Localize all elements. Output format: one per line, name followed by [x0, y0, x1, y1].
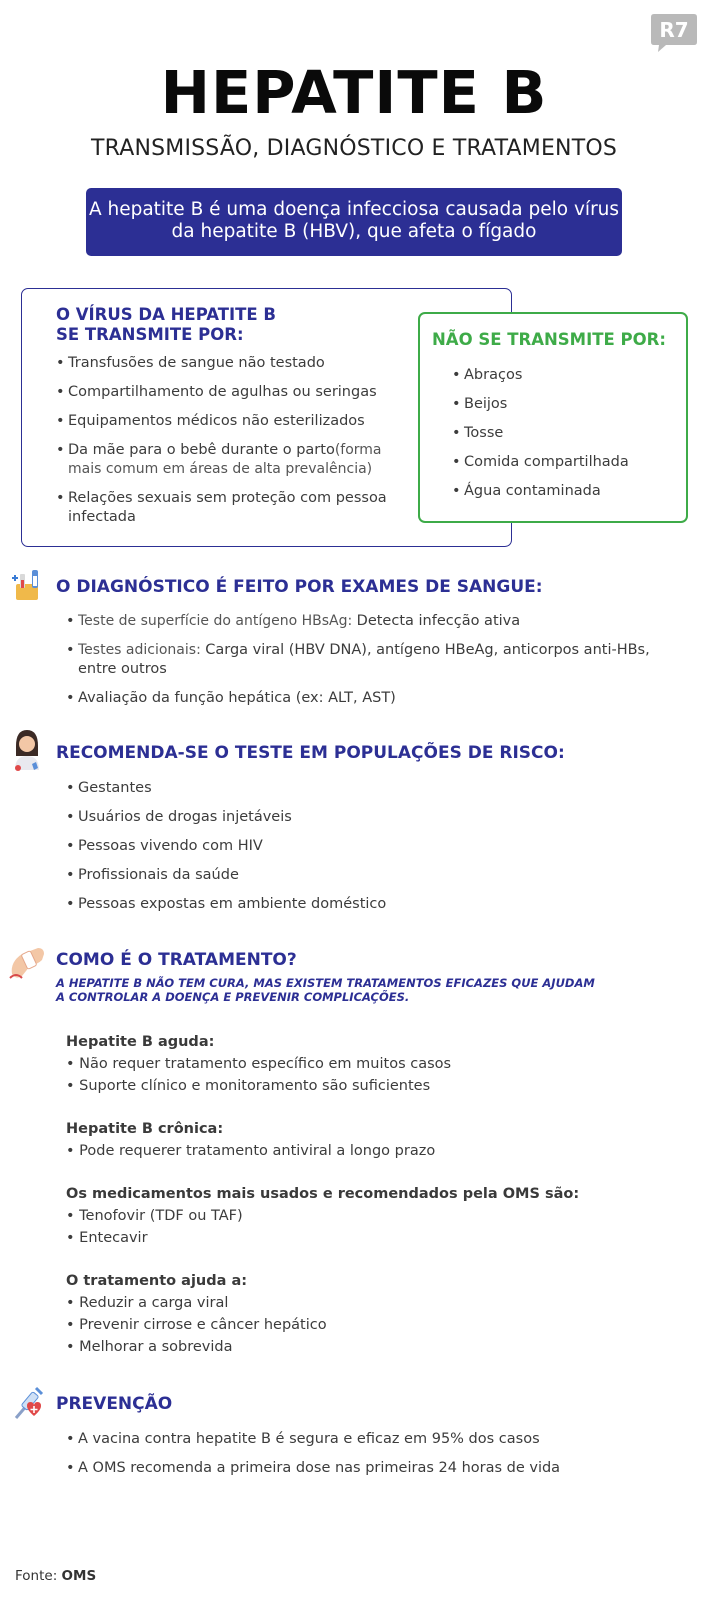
list-item: • Comida compartilhada [452, 453, 629, 472]
blood-test-icon [10, 568, 44, 606]
diagnosis-title: O DIAGNÓSTICO É FEITO POR EXAMES DE SANGUE: [56, 577, 543, 597]
transmission-title: O VÍRUS DA HEPATITE B SE TRANSMITE POR: [56, 305, 277, 344]
list-item: • Tenofovir (TDF ou TAF) [66, 1208, 243, 1224]
prevention-list [66, 1430, 560, 1478]
diagnosis-list [66, 612, 666, 708]
list-item: • Pessoas vivendo com HIV [66, 837, 386, 856]
meds-title: Os medicamentos mais usados e recomendados pela OMS são: [66, 1186, 580, 1202]
list-item: • Entecavir [66, 1230, 148, 1246]
list-item: • Gestantes [66, 779, 386, 798]
list-item: • A OMS recomenda a primeira dose nas primeiras 24 horas de vida [66, 1459, 560, 1478]
source-footer: Fonte: OMS [15, 1568, 97, 1584]
list-item: • A vacina contra hepatite B é segura e eficaz em 95% dos casos [66, 1430, 560, 1449]
no-transmission-box [418, 312, 688, 523]
no-transmission-list [452, 366, 629, 501]
list-item: • Profissionais da saúde [66, 866, 386, 885]
list-item: • Compartilhamento de agulhas ou seringas [56, 383, 406, 402]
no-transmission-title: NÃO SE TRANSMITE POR: [432, 330, 666, 349]
helps-title: O tratamento ajuda a: [66, 1273, 248, 1289]
list-item: • Usuários de drogas injetáveis [66, 808, 386, 827]
treatment-details [66, 1031, 579, 1358]
prevention-title: PREVENÇÃO [56, 1394, 173, 1414]
source-name: OMS [61, 1568, 97, 1584]
risk-title: RECOMENDA-SE O TESTE EM POPULAÇÕES DE RISCO: [56, 743, 565, 763]
bandaged-arm-icon [8, 944, 48, 982]
list-item: • Da mãe para o bebê durante o parto(forma mais comum em áreas de alta prevalência) [56, 441, 406, 479]
health-worker-icon [10, 726, 44, 774]
list-item: • Teste de superfície do antígeno HBsAg: Detecta infecção ativa [66, 612, 666, 631]
list-item: • Melhorar a sobrevida [66, 1339, 233, 1355]
list-item: • Pessoas expostas em ambiente doméstico [66, 895, 386, 914]
list-item: • Suporte clínico e monitoramento são suficientes [66, 1078, 431, 1094]
list-item: • Transfusões de sangue não testado [56, 354, 406, 373]
page-subtitle: TRANSMISSÃO, DIAGNÓSTICO E TRATAMENTOS [90, 136, 618, 161]
r7-logo [650, 12, 698, 52]
list-item: • Relações sexuais sem proteção com pessoa infectada [56, 489, 406, 527]
svg-text:R7: R7 [659, 18, 689, 42]
list-item: • Reduzir a carga viral [66, 1295, 229, 1311]
treatment-note: A HEPATITE B NÃO TEM CURA, MAS EXISTEM TRATAMENTOS EFICAZES QUE AJUDAM A CONTROLAR A DOENÇA E PREVENIR COMPLICAÇÕES. [56, 976, 595, 1004]
list-item: • Água contaminada [452, 482, 629, 501]
list-item: • Não requer tratamento específico em muitos casos [66, 1056, 452, 1072]
vaccine-icon [12, 1384, 46, 1422]
acute-title: Hepatite B aguda: [66, 1034, 215, 1050]
page-title: HEPATITE B [160, 58, 548, 127]
risk-list [66, 779, 386, 914]
chronic-title: Hepatite B crônica: [66, 1121, 224, 1137]
transmission-list [56, 354, 406, 527]
treatment-title: COMO É O TRATAMENTO? [56, 950, 297, 970]
transmission-section [56, 305, 406, 527]
list-item: • Tosse [452, 424, 629, 443]
intro-banner: A hepatite B é uma doença infecciosa causada pelo vírus da hepatite B (HBV), que afeta o fígado [86, 188, 622, 256]
list-item: • Prevenir cirrose e câncer hepático [66, 1317, 327, 1333]
list-item: • Pode requerer tratamento antiviral a longo prazo [66, 1143, 436, 1159]
list-item: • Testes adicionais: Carga viral (HBV DNA), antígeno HBeAg, anticorpos anti-HBs, entre outros [66, 641, 666, 679]
list-item: • Abraços [452, 366, 629, 385]
list-item: • Avaliação da função hepática (ex: ALT, AST) [66, 689, 666, 708]
list-item: • Beijos [452, 395, 629, 414]
list-item: • Equipamentos médicos não esterilizados [56, 412, 406, 431]
